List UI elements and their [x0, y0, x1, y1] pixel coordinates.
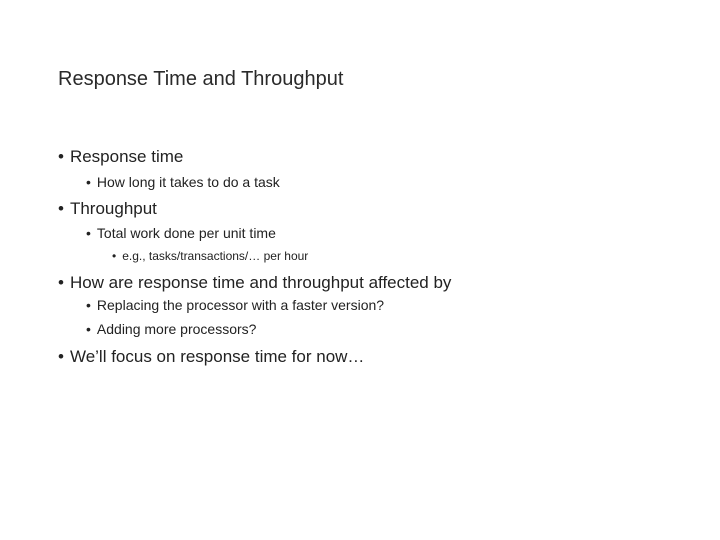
bullet-focus-response-time [58, 347, 364, 367]
bullet-text: Response time [69, 147, 184, 166]
bullet-text: Throughput [69, 199, 157, 218]
sub-bullet-total-work [86, 225, 276, 241]
bullet-text: How are response time and throughput affected by [69, 273, 452, 292]
bullet-marker: • [86, 225, 91, 241]
bullet-marker: • [112, 249, 117, 263]
bullet-marker: • [86, 174, 91, 190]
sub-sub-bullet-example [112, 249, 308, 263]
bullet-text: Adding more processors? [96, 321, 257, 337]
bullet-how-affected [58, 273, 451, 293]
bullet-marker: • [86, 321, 91, 337]
bullet-marker: • [58, 199, 64, 218]
bullet-throughput [58, 199, 157, 219]
bullet-text: Total work done per unit time [96, 225, 276, 241]
sub-bullet-adding-processors [86, 321, 256, 337]
bullet-text: How long it takes to do a task [96, 174, 280, 190]
slide-title: Response Time and Throughput [58, 68, 344, 90]
bullet-marker: • [58, 273, 64, 292]
bullet-text: Replacing the processor with a faster version? [96, 297, 385, 313]
bullet-text: We’ll focus on response time for now… [69, 347, 365, 366]
bullet-marker: • [86, 297, 91, 313]
bullet-marker: • [58, 147, 64, 166]
sub-bullet-replacing-processor [86, 297, 384, 313]
bullet-marker: • [58, 347, 64, 366]
sub-bullet-how-long [86, 174, 280, 190]
bullet-text: e.g., tasks/transactions/… per hour [122, 249, 309, 263]
bullet-response-time [58, 147, 183, 167]
